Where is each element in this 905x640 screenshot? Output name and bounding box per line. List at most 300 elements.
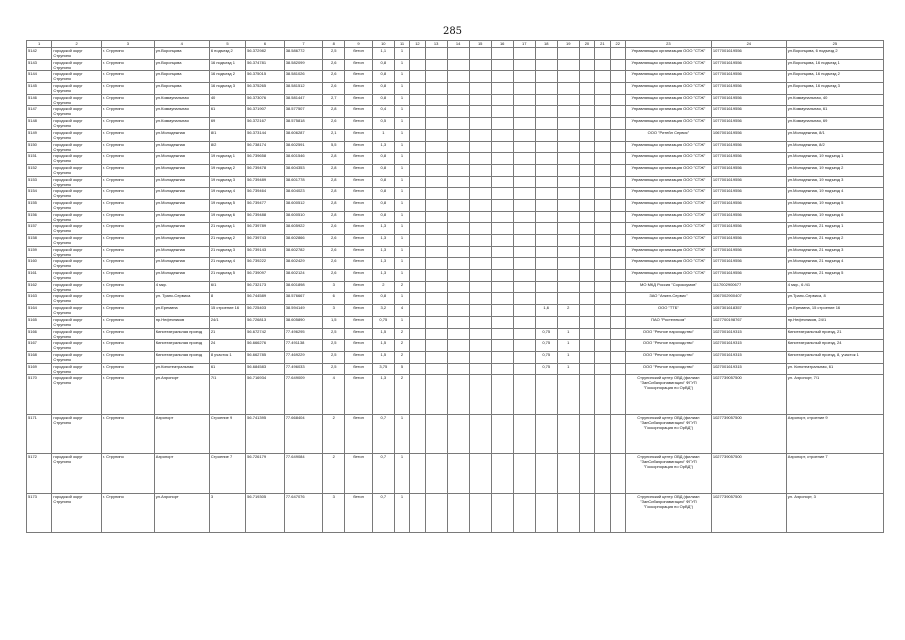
table-cell xyxy=(579,235,594,247)
table-cell: 0,8 xyxy=(372,59,394,71)
table-cell: бетон xyxy=(345,328,373,340)
table-row xyxy=(27,164,884,176)
table-cell: 5149 xyxy=(27,129,52,141)
table-cell: 77.649009 xyxy=(284,375,323,415)
table-cell: 0,75 xyxy=(372,316,394,328)
table-cell: городской округ Струнино xyxy=(52,305,102,317)
table-cell: 38.577507 xyxy=(284,106,323,118)
table-cell: 5143 xyxy=(27,59,52,71)
table-cell: ул.Воронцова xyxy=(154,48,209,60)
table-cell xyxy=(595,223,610,235)
table-cell: 1 xyxy=(394,414,409,454)
table-cell: 1,6 xyxy=(535,305,557,317)
table-cell xyxy=(491,351,513,363)
table-cell xyxy=(535,118,557,130)
table-cell: Аэропорт xyxy=(154,454,209,494)
table-cell xyxy=(469,493,491,533)
table-row xyxy=(27,351,884,363)
table-cell: 2,8 xyxy=(323,176,345,188)
table-cell: 5163 xyxy=(27,293,52,305)
table-cell xyxy=(513,176,535,188)
table-cell xyxy=(579,164,594,176)
column-number: 25 xyxy=(786,41,883,48)
table-cell: ЗАО "Анкел-Сервис" xyxy=(625,293,711,305)
table-cell: Аэропорт, строение 7 xyxy=(786,454,883,494)
table-cell: г. Струнино xyxy=(101,199,154,211)
table-cell: 1 xyxy=(394,293,409,305)
table-cell: 38.586772 xyxy=(284,48,323,60)
table-cell xyxy=(557,141,579,153)
table-cell xyxy=(491,316,513,328)
table-cell: 2,8 xyxy=(323,164,345,176)
column-number: 16 xyxy=(491,41,513,48)
table-cell xyxy=(579,141,594,153)
table-cell xyxy=(425,199,447,211)
table-cell xyxy=(447,414,469,454)
table-cell xyxy=(469,71,491,83)
table-cell: 1077001619556 xyxy=(711,141,786,153)
table-cell: городской округ Струнино xyxy=(52,316,102,328)
table-cell xyxy=(610,223,625,235)
table-cell xyxy=(595,340,610,352)
table-cell: 5155 xyxy=(27,199,52,211)
table-cell: г. Струнино xyxy=(101,71,154,83)
table-cell: г. Струнино xyxy=(101,258,154,270)
table-cell xyxy=(425,363,447,375)
table-cell xyxy=(595,258,610,270)
table-cell: бетон xyxy=(345,118,373,130)
table-cell xyxy=(513,83,535,95)
table-cell xyxy=(610,258,625,270)
table-cell: 4 мкр. xyxy=(154,281,209,293)
table-cell: 38.582099 xyxy=(284,59,323,71)
table-cell xyxy=(610,316,625,328)
table-cell: 5161 xyxy=(27,270,52,282)
table-cell: Кинотеатральная проезд xyxy=(154,340,209,352)
table-cell: бетон xyxy=(345,316,373,328)
table-cell: г. Струнино xyxy=(101,211,154,223)
table-cell xyxy=(557,454,579,494)
table-cell: городской округ Струнино xyxy=(52,141,102,153)
table-cell: 5164 xyxy=(27,305,52,317)
table-cell: 1027001619315 xyxy=(711,351,786,363)
table-row xyxy=(27,141,884,153)
table-cell: 6 xyxy=(323,293,345,305)
table-cell: Кинотеатральный проезд, 24 xyxy=(786,340,883,352)
table-cell xyxy=(610,363,625,375)
table-cell: 8/2 xyxy=(209,141,245,153)
table-cell: 5171 xyxy=(27,414,52,454)
table-cell xyxy=(610,83,625,95)
table-cell: 1 xyxy=(394,211,409,223)
table-cell xyxy=(535,153,557,165)
column-number: 14 xyxy=(447,41,469,48)
table-cell: 56.739489 xyxy=(246,176,285,188)
table-cell: 38.601778 xyxy=(284,176,323,188)
table-cell: 2,7 xyxy=(323,94,345,106)
table-cell xyxy=(610,328,625,340)
table-cell xyxy=(469,454,491,494)
table-cell: 21 подъезд 5 xyxy=(209,270,245,282)
table-cell: ул. Аэропорт, 7/1 xyxy=(786,375,883,415)
table-cell: городской округ Струнино xyxy=(52,454,102,494)
table-cell xyxy=(535,188,557,200)
table-cell: 1,1 xyxy=(372,48,394,60)
table-cell xyxy=(447,71,469,83)
table-cell: Управляющая организация ООО "СТЖ" xyxy=(625,83,711,95)
table-cell: Кинотеатральная проезд xyxy=(154,328,209,340)
table-cell xyxy=(513,164,535,176)
table-cell: 1 xyxy=(394,188,409,200)
table-cell xyxy=(513,129,535,141)
table-cell: 5154 xyxy=(27,188,52,200)
table-cell xyxy=(535,293,557,305)
table-cell xyxy=(557,281,579,293)
table-cell: 2 xyxy=(557,305,579,317)
table-cell: 1077001619556 xyxy=(711,164,786,176)
table-cell xyxy=(595,328,610,340)
table-cell xyxy=(410,493,425,533)
table-cell xyxy=(447,281,469,293)
table-row xyxy=(27,223,884,235)
table-cell: 1 xyxy=(394,223,409,235)
table-cell xyxy=(491,211,513,223)
table-cell: 56.739478 xyxy=(246,164,285,176)
table-cell xyxy=(410,153,425,165)
table-cell xyxy=(425,106,447,118)
table-cell: 1 xyxy=(394,71,409,83)
table-cell xyxy=(610,270,625,282)
table-cell xyxy=(579,493,594,533)
table-cell: 5150 xyxy=(27,141,52,153)
table-cell: 1077001619556 xyxy=(711,199,786,211)
table-cell: 0,7 xyxy=(372,493,394,533)
table-cell xyxy=(595,351,610,363)
table-cell: 1,5 xyxy=(323,316,345,328)
table-cell: г. Струнино xyxy=(101,48,154,60)
table-cell: городской округ Струнино xyxy=(52,118,102,130)
table-cell xyxy=(491,176,513,188)
table-cell xyxy=(557,258,579,270)
column-number: 17 xyxy=(513,41,535,48)
table-cell xyxy=(535,270,557,282)
table-cell xyxy=(579,281,594,293)
table-cell: 56.666276 xyxy=(246,340,285,352)
table-cell xyxy=(610,211,625,223)
table-cell: 38.605890 xyxy=(284,316,323,328)
table-cell xyxy=(469,164,491,176)
table-cell: 0,8 xyxy=(372,94,394,106)
table-cell: 1 xyxy=(394,94,409,106)
table-cell xyxy=(579,71,594,83)
table-cell: 0,8 xyxy=(372,83,394,95)
table-cell: бетон xyxy=(345,129,373,141)
table-cell xyxy=(513,199,535,211)
table-cell: 21 подъезд 1 xyxy=(209,223,245,235)
table-cell: 77.469229 xyxy=(284,351,323,363)
table-cell xyxy=(410,454,425,494)
table-row xyxy=(27,83,884,95)
table-cell: 1077001619556 xyxy=(711,223,786,235)
table-cell xyxy=(491,375,513,415)
table-cell: 56.739222 xyxy=(246,258,285,270)
table-cell xyxy=(425,493,447,533)
table-cell: 1027739057500 xyxy=(711,454,786,494)
table-cell: 1027700198767 xyxy=(711,316,786,328)
table-cell xyxy=(610,281,625,293)
table-cell xyxy=(425,48,447,60)
table-cell xyxy=(491,340,513,352)
table-cell: бетон xyxy=(345,153,373,165)
table-cell xyxy=(610,176,625,188)
table-cell: 19 подъезд 5 xyxy=(209,199,245,211)
table-cell xyxy=(535,106,557,118)
table-cell xyxy=(595,106,610,118)
table-cell: 56.732173 xyxy=(246,281,285,293)
table-cell: бетон xyxy=(345,188,373,200)
table-cell: бетон xyxy=(345,246,373,258)
table-cell: Кинотеатральная проезд xyxy=(154,351,209,363)
table-cell: 1077001619556 xyxy=(711,59,786,71)
table-cell: 56.744589 xyxy=(246,293,285,305)
column-number: 24 xyxy=(711,41,786,48)
table-cell: 56.726179 xyxy=(246,454,285,494)
table-cell xyxy=(447,246,469,258)
table-cell: 5158 xyxy=(27,235,52,247)
table-cell xyxy=(469,340,491,352)
table-cell: 56.738174 xyxy=(246,141,285,153)
table-cell xyxy=(513,493,535,533)
table-cell: городской округ Струнино xyxy=(52,281,102,293)
table-cell: г. Струнино xyxy=(101,129,154,141)
table-cell: 5 xyxy=(394,363,409,375)
table-cell: 0,4 xyxy=(372,106,394,118)
table-cell: 1 xyxy=(394,164,409,176)
table-cell: бетон xyxy=(345,59,373,71)
table-cell: 56.716934 xyxy=(246,375,285,415)
table-cell xyxy=(469,118,491,130)
table-cell: ул.Коммунальная, 69 xyxy=(786,118,883,130)
table-cell xyxy=(425,129,447,141)
table-cell xyxy=(610,293,625,305)
table-cell xyxy=(535,83,557,95)
table-cell: 0,8 xyxy=(372,153,394,165)
table-cell xyxy=(425,71,447,83)
table-cell: городской округ Струнино xyxy=(52,211,102,223)
table-cell: бетон xyxy=(345,83,373,95)
table-cell: г. Струнино xyxy=(101,141,154,153)
table-cell: городской округ Струнино xyxy=(52,270,102,282)
table-cell xyxy=(447,199,469,211)
table-cell: 0,8 xyxy=(372,176,394,188)
table-row xyxy=(27,375,884,415)
table-cell: г. Струнино xyxy=(101,454,154,494)
table-cell: ул.Коммунальная xyxy=(154,106,209,118)
table-cell: 3 xyxy=(323,281,345,293)
table-cell xyxy=(595,176,610,188)
table-cell xyxy=(447,188,469,200)
table-cell: 56.662785 xyxy=(246,351,285,363)
table-row xyxy=(27,246,884,258)
table-cell xyxy=(535,223,557,235)
table-cell: городской округ Струнино xyxy=(52,164,102,176)
table-cell: 5144 xyxy=(27,71,52,83)
table-cell xyxy=(410,118,425,130)
table-cell xyxy=(513,71,535,83)
table-cell: Управляющая организация ООО "СТЖ" xyxy=(625,153,711,165)
table-cell xyxy=(557,414,579,454)
table-cell: 1,3 xyxy=(372,270,394,282)
table-cell xyxy=(469,293,491,305)
table-cell: 2,8 xyxy=(323,106,345,118)
table-cell xyxy=(535,211,557,223)
table-cell: бетон xyxy=(345,94,373,106)
table-cell xyxy=(410,316,425,328)
table-cell xyxy=(610,454,625,494)
table-cell: 0,8 xyxy=(372,164,394,176)
table-cell xyxy=(425,316,447,328)
table-cell: ул. Транс-Сервиса xyxy=(154,293,209,305)
table-cell xyxy=(447,375,469,415)
table-cell: 1027739057500 xyxy=(711,375,786,415)
table-cell xyxy=(595,118,610,130)
table-cell: г. Струнино xyxy=(101,94,154,106)
table-cell: 2 xyxy=(394,281,409,293)
table-cell: г. Струнино xyxy=(101,223,154,235)
table-cell: ул.Молодежная xyxy=(154,235,209,247)
table-cell xyxy=(425,211,447,223)
table-cell: 1 xyxy=(394,199,409,211)
table-row xyxy=(27,340,884,352)
table-cell xyxy=(557,199,579,211)
table-cell: 1077001619556 xyxy=(711,270,786,282)
table-cell: 1077001619556 xyxy=(711,71,786,83)
table-cell xyxy=(469,305,491,317)
table-cell: г. Струнино xyxy=(101,328,154,340)
table-cell: 56.741395 xyxy=(246,414,285,454)
table-cell xyxy=(610,106,625,118)
table-row xyxy=(27,316,884,328)
table-cell: бетон xyxy=(345,281,373,293)
table-cell: ул.Транс-Сервиса, 8 xyxy=(786,293,883,305)
table-cell: ул.Молодежная xyxy=(154,129,209,141)
table-cell: 1077001619556 xyxy=(711,246,786,258)
table-cell xyxy=(425,246,447,258)
table-cell: 0,75 xyxy=(535,363,557,375)
table-row xyxy=(27,305,884,317)
table-cell: 38.601546 xyxy=(284,153,323,165)
table-cell: 0,75 xyxy=(535,351,557,363)
table-cell xyxy=(447,328,469,340)
table-cell xyxy=(425,258,447,270)
table-cell xyxy=(410,375,425,415)
table-cell: бетон xyxy=(345,223,373,235)
table-cell: 56.739743 xyxy=(246,235,285,247)
column-number: 4 xyxy=(154,41,209,48)
column-number: 3 xyxy=(101,41,154,48)
table-cell: ул.Молодежная xyxy=(154,188,209,200)
table-cell xyxy=(579,363,594,375)
table-cell: 2,6 xyxy=(323,118,345,130)
table-cell: Управляющая организация ООО "СТЖ" xyxy=(625,235,711,247)
table-cell xyxy=(579,270,594,282)
table-cell: 5,5 xyxy=(323,141,345,153)
table-cell: Управляющая организация ООО "СТЖ" xyxy=(625,270,711,282)
table-cell xyxy=(557,153,579,165)
table-cell: Кинотеатральный проезд, 21 xyxy=(786,328,883,340)
table-cell: 2,8 xyxy=(323,211,345,223)
table-cell: 56.739464 xyxy=(246,188,285,200)
table-cell: Управляющая организация ООО "СТЖ" xyxy=(625,246,711,258)
table-cell: Управляющая организация ООО "СТЖ" xyxy=(625,258,711,270)
table-cell: г. Струнино xyxy=(101,340,154,352)
table-cell xyxy=(557,71,579,83)
table-cell: городской округ Струнино xyxy=(52,351,102,363)
table-cell: ул.Коммунальная xyxy=(154,94,209,106)
table-cell xyxy=(469,199,491,211)
column-number: 15 xyxy=(469,41,491,48)
table-cell: г. Струнино xyxy=(101,293,154,305)
table-cell: 19 подъезд 1 xyxy=(209,153,245,165)
table-cell: городской округ Струнино xyxy=(52,94,102,106)
table-cell: 1,5 xyxy=(372,351,394,363)
table-cell xyxy=(579,83,594,95)
table-cell: 38.604353 xyxy=(284,164,323,176)
table-cell: пр.Нефтяников xyxy=(154,316,209,328)
table-cell xyxy=(610,305,625,317)
table-cell xyxy=(579,188,594,200)
table-cell: 38.602124 xyxy=(284,270,323,282)
table-cell xyxy=(557,83,579,95)
table-cell xyxy=(491,71,513,83)
table-cell: бетон xyxy=(345,211,373,223)
table-cell xyxy=(469,414,491,454)
table-cell xyxy=(513,258,535,270)
table-cell: 1 xyxy=(394,106,409,118)
table-cell: 56.739488 xyxy=(246,211,285,223)
table-cell: 61 xyxy=(209,363,245,375)
table-cell: 1 xyxy=(394,48,409,60)
table-cell xyxy=(579,129,594,141)
column-number: 5 xyxy=(209,41,245,48)
table-cell: Управляющая организация ООО "СТЖ" xyxy=(625,59,711,71)
table-cell: ул.Еремина xyxy=(154,305,209,317)
table-cell: ул.Молодежная, 8/1 xyxy=(786,129,883,141)
table-cell: 21 подъезд 4 xyxy=(209,258,245,270)
table-cell xyxy=(595,188,610,200)
table-cell: бетон xyxy=(345,176,373,188)
table-cell: 1027001619315 xyxy=(711,328,786,340)
table-cell: 56.739097 xyxy=(246,270,285,282)
table-cell: Управляющая организация ООО "СТЖ" xyxy=(625,71,711,83)
table-cell xyxy=(425,141,447,153)
table-cell: 24 xyxy=(209,340,245,352)
table-cell xyxy=(447,129,469,141)
table-cell: 61 xyxy=(209,106,245,118)
table-cell: 1 xyxy=(394,59,409,71)
table-cell: Строение 7 xyxy=(209,454,245,494)
table-cell: городской округ Струнино xyxy=(52,48,102,60)
table-row xyxy=(27,211,884,223)
table-cell: Управляющая организация ООО "СТЖ" xyxy=(625,48,711,60)
table-cell: ул.Коммунальная xyxy=(154,118,209,130)
table-cell xyxy=(425,188,447,200)
table-cell: бетон xyxy=(345,305,373,317)
table-cell: городской округ Струнино xyxy=(52,258,102,270)
table-cell xyxy=(557,48,579,60)
table-cell xyxy=(425,375,447,415)
table-cell: бетон xyxy=(345,199,373,211)
